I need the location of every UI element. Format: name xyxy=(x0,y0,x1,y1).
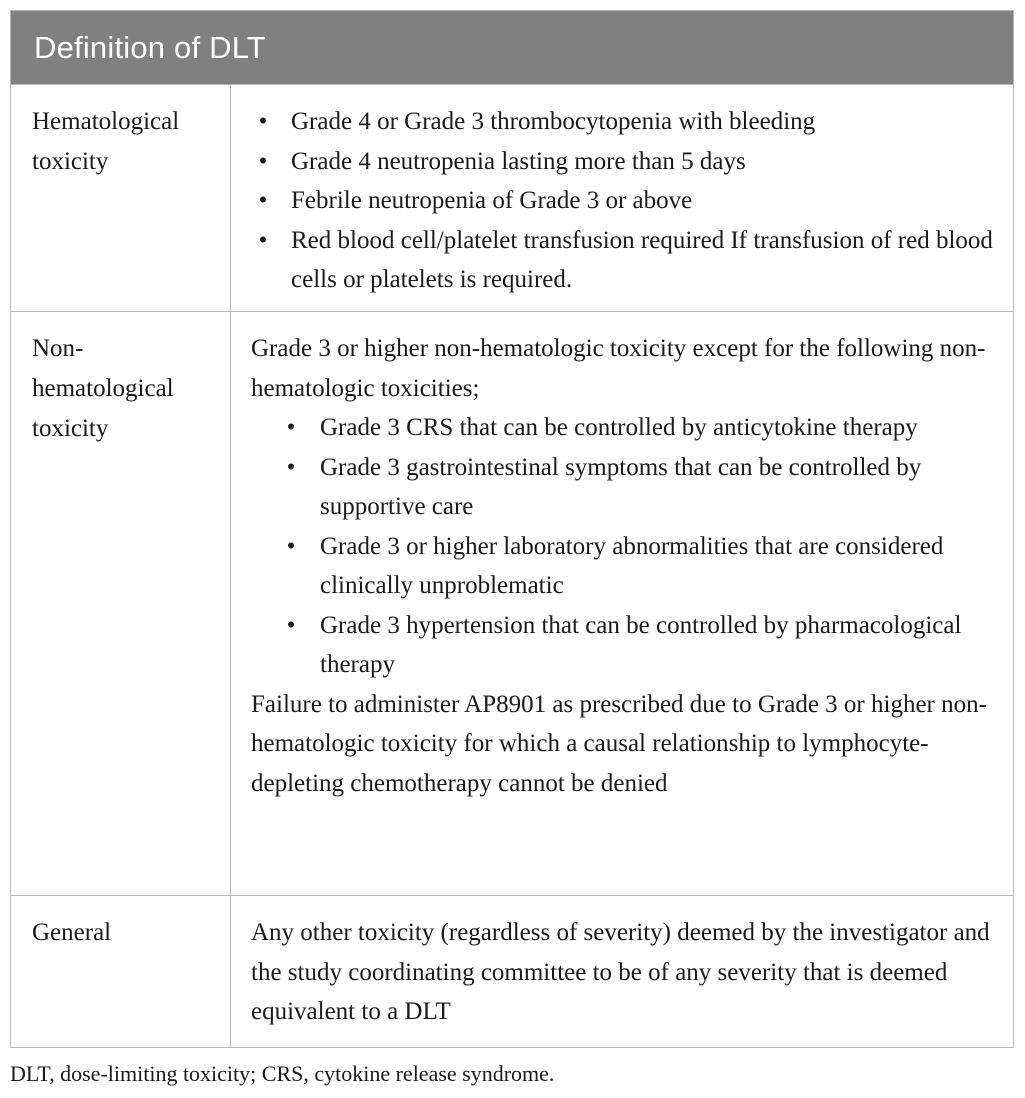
list-item-text: Febrile neutropenia of Grade 3 or above xyxy=(291,187,693,214)
intro-text: Grade 3 or higher non-hematologic toxicity except for the following non-hematologic toxicities; xyxy=(251,335,986,402)
table-row-hematological xyxy=(11,85,1013,312)
list-item-text: Grade 3 CRS that can be controlled by anticytokine therapy xyxy=(320,414,918,441)
bullet-icon: • xyxy=(258,108,268,135)
bullet-icon: • xyxy=(258,187,268,214)
table-row-general xyxy=(11,896,1013,1047)
bullet-icon: • xyxy=(286,453,296,481)
row-content xyxy=(231,312,1013,895)
table-footnote: DLT, dose-limiting toxicity; CRS, cytokine release syndrome. xyxy=(10,1061,555,1086)
table-title: Definition of DLT xyxy=(34,29,266,65)
bullet-list xyxy=(251,408,993,685)
table-header xyxy=(11,11,1013,85)
bullet-icon: • xyxy=(286,414,296,441)
list-item xyxy=(251,408,993,448)
list-item xyxy=(251,102,993,142)
row-label: Hematological toxicity xyxy=(11,85,231,311)
list-item-text: Red blood cell/platelet transfusion required If transfusion of red blood cells or platelets is required. xyxy=(291,226,993,293)
table-row-non-hematological xyxy=(11,312,1013,896)
bullet-icon: • xyxy=(286,611,296,639)
bullet-icon: • xyxy=(258,226,268,254)
list-item-text: Grade 3 gastrointestinal symptoms that can be controlled by supportive care xyxy=(320,453,922,520)
bullet-icon: • xyxy=(286,532,296,560)
list-item xyxy=(251,527,993,606)
bullet-icon: • xyxy=(258,147,268,175)
row-content xyxy=(231,896,1013,1047)
general-text: Any other toxicity (regardless of severity) deemed by the investigator and the study coordinating committee to be of any severity that is deemed equivalent to a DLT xyxy=(251,919,990,1025)
list-item xyxy=(251,142,993,182)
list-item-text: Grade 4 or Grade 3 thrombocytopenia with bleeding xyxy=(291,108,816,135)
row-label: Non-hematological toxicity xyxy=(11,312,231,895)
list-item-text: Grade 3 or higher laboratory abnormalities that are considered clinically unproblematic xyxy=(320,532,944,599)
list-item-text: Grade 4 neutropenia lasting more than 5 days xyxy=(291,147,746,175)
list-item xyxy=(251,448,993,527)
bullet-list xyxy=(251,102,993,300)
outro-text: Failure to administer AP8901 as prescribed due to Grade 3 or higher non-hematologic toxicity for which a causal relationship to lymphocyte-depleting chemotherapy cannot be denied xyxy=(251,690,987,797)
list-item xyxy=(251,221,993,300)
list-item-text: Grade 3 hypertension that can be controlled by pharmacological therapy xyxy=(320,611,962,678)
dlt-definition-table xyxy=(10,10,1014,1048)
row-label: General xyxy=(11,896,231,1047)
list-item xyxy=(251,181,993,221)
list-item xyxy=(251,606,993,685)
row-content xyxy=(231,85,1013,311)
